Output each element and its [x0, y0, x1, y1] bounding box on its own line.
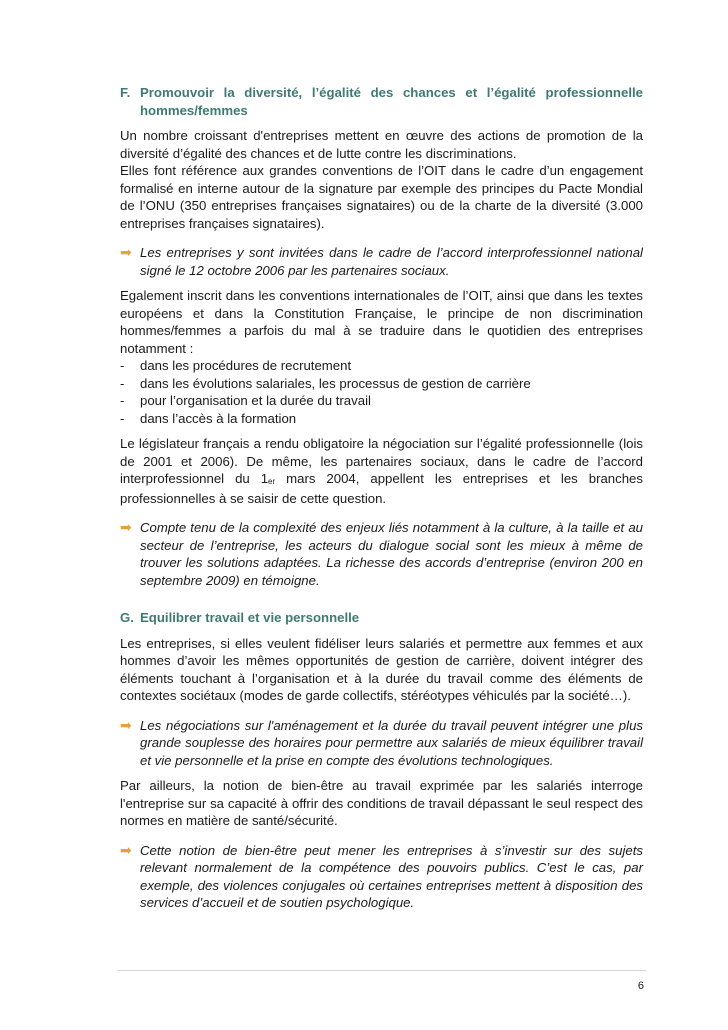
section-f-note-2-text: Compte tenu de la complexité des enjeux liés notamment à la culture, à la taille et au secteur de l’entreprise, les acteurs du dialogue social sont les mieux à même de trouver les solutions adaptées. La richesse des accords d’entreprise (environ 200 en septembre 2009) en témoigne.	[140, 520, 643, 588]
section-g-heading	[120, 609, 643, 627]
section-f-paragraph-1b: Elles font référence aux grandes conventions de l’OIT dans le cadre d’un engagement formalisé en interne autour de la signature par exemple des principes du Pacte Mondial de l’ONU (350 entreprises françaises signataires) ou de la charte de la diversité (3.000 entreprises françaises signataires).	[120, 163, 643, 231]
section-f-note-1	[120, 244, 643, 279]
section-f-title: Promouvoir la diversité, l’égalité des chances et l’égalité professionnelle hommes/femmes	[140, 85, 643, 118]
arrow-icon: ➡	[120, 519, 132, 535]
list-item: - dans les procédures de recrutement	[120, 358, 352, 373]
footer-divider	[118, 970, 646, 971]
section-f-note-2	[120, 519, 643, 589]
arrow-icon: ➡	[120, 716, 132, 733]
list-item: - dans les évolutions salariales, les processus de gestion de carrière	[120, 375, 531, 391]
section-g-paragraph-1: Les entreprises, si elles veulent fidéliser leurs salariés et permettre aux femmes et aux hommes d’avoir les mêmes opportunités de gestion de carrière, doivent intégrer des éléments touchant à l’organisation et à la durée du travail comme des éléments de contextes sociétaux (modes de garde collectifs, stéréotypes véhiculés par la société…).	[120, 635, 643, 703]
arrow-icon: ➡	[120, 244, 132, 260]
section-f-paragraph-2: Egalement inscrit dans les conventions internationales de l’OIT, ainsi que dans les textes européens et dans la Constitution Française, le principe de non discrimination hommes/femmes a parfois du mal à se traduire dans le quotidien des entreprises notamment :	[120, 288, 643, 356]
section-f-paragraph-1a: Un nombre croissant d'entreprises mettent en œuvre des actions de promotion de la diversité d’égalité des chances et de lutte contre les discriminations.	[120, 128, 643, 161]
section-g-note-2	[120, 842, 643, 912]
section-g-note-1	[120, 717, 643, 770]
section-g-paragraph-2: Par ailleurs, la notion de bien-être au travail exprimée par les salariés interroge l'entreprise sur sa capacité à offrir des conditions de travail dépassant le seul respect des normes en matière de santé/sécurité.	[120, 778, 643, 828]
section-g-note-2-text: Cette notion de bien-être peut mener les entreprises à s’investir sur des sujets relevant normalement de la compétence des pouvoirs publics. C’est le cas, par exemple, des violences conjugales où certaines entreprises mettent à disposition des services d’accueil et de soutien psychologique.	[140, 842, 643, 910]
section-g-letter: G.	[120, 610, 134, 625]
section-f-note-1-text: Les entreprises y sont invitées dans le cadre de l’accord interprofessionnel national signé le 12 octobre 2006 par les partenaires sociaux.	[140, 245, 643, 278]
section-f-heading	[120, 84, 643, 119]
section-g-title: Equilibrer travail et vie personnelle	[140, 610, 360, 625]
list-item: - pour l’organisation et la durée du travail	[120, 393, 371, 408]
list-item: - dans l’accès à la formation	[120, 410, 297, 426]
arrow-icon: ➡	[120, 841, 132, 858]
section-f-letter: F.	[120, 85, 131, 100]
section-f-list	[120, 357, 643, 427]
section-g-note-1-text: Les négociations sur l'aménagement et la durée du travail peuvent intégrer une plus grande souplesse des horaires pour permettre aux salariés de mieux équilibrer travail et vie personnelle et la prise en compte des évolutions technologiques.	[140, 717, 643, 768]
page-content	[120, 84, 643, 912]
section-f-paragraph-3: Le législateur français a rendu obligatoire la négociation sur l’égalité professionnelle (lois de 2001 et 2006). De même, les partenaires sociaux, dans le cadre de l’accord interprofessionnel du $1_{er}$ mars 2004, appellent les entreprises et les branches professionnelles à se saisir de cette question.	[120, 436, 643, 506]
page-number: 6	[637, 980, 644, 992]
